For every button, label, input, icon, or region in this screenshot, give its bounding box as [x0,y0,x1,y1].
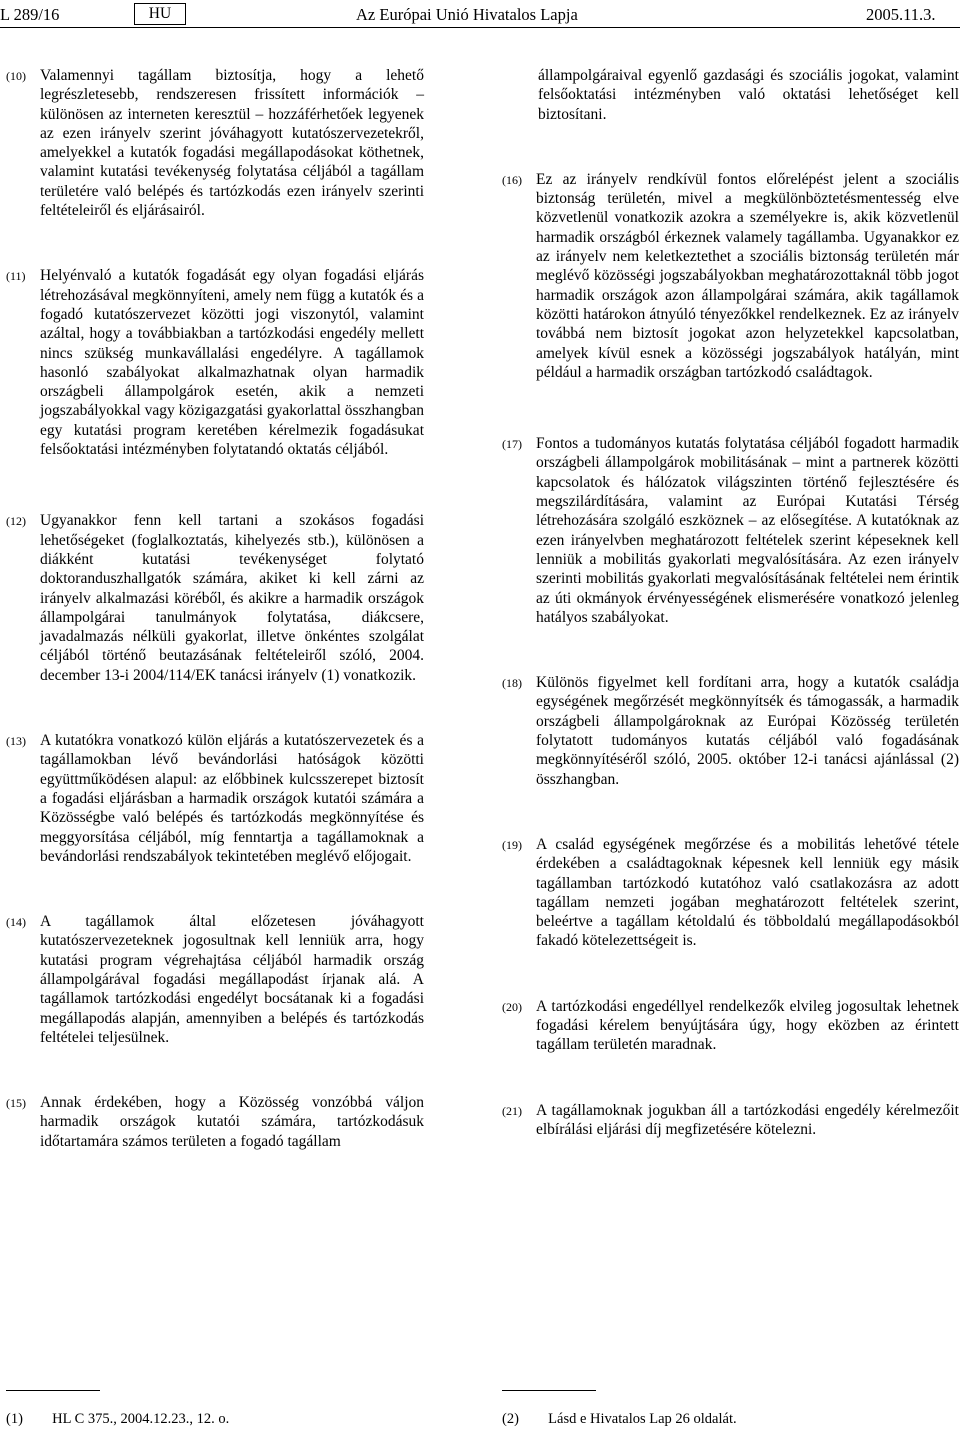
journal-title: Az Európai Unió Hivatalos Lapja [356,5,578,24]
recital-20: (20) A tartózkodási engedéllyel rendelkezők elvileg jogosultak lehetnek fogadási kérelem benyújtására úgy, hogy eközben az érintett tagállam területén maradnak. [502,997,959,1054]
header-rule [0,27,960,28]
footnote-rule-left [6,1390,100,1391]
page-header [0,0,960,22]
recital-21: (21) A tagállamoknak jogukban áll a tartózkodási engedély kérelmezőit elbírálási eljárási díj megfizetésére kötelezni. [502,1101,959,1138]
recital-13: (13) A kutatókra vonatkozó külön eljárás a kutatószervezetek és a tagállamokban lévő bevándorlási hatóságok közötti együttműködésen alapul: az előbbinek kulcsszerepet biztosít a fogadási eljárásban a harmadik országok kutatói számára a Közösségbe való belépés és tartózkodás megkönnyítése és meggyorsítása céljából, míg fenntartja a tagállamoknak a bevándorlási rendszabályok tekintetében meglévő előjogait. [6,732,424,865]
footnote-1-mark: (1) [6,1411,23,1427]
recital-12: (12) Ugyanakkor fenn kell tartani a szokásos fogadási lehetőségeket (foglalkoztatás, kihelyezés stb.), különösen a diákként kutatási tevékenységet folytató doktoranduszhallgatók számára, akiket ki kell zárni az irányelv alkalmazási köréből, és akikre a harmadik országok állampolgárai tanulmányok folytatása, diákcsere, javadalmazás nélküli gyakorlat, illetve önkéntes szolgálat céljából történő beutazásának feltételeiről szóló, 2004. december 13-i 2004/114/EK tanácsi irányelv (1) vonatkozik. [6,512,424,684]
footnote-2-mark: (2) [502,1411,519,1427]
recital-15: (15) Annak érdekében, hogy a Közösség vonzóbbá váljon harmadik országok kutatói számára, tartózkodásuk időtartamára számos területen a fogadó tagállam [6,1094,424,1150]
recital-10: (10) Valamennyi tagállam biztosítja, hogy a lehető legrészletesebb, rendszeresen frissített információk – különösen az interneten keresztül – hozzáférhetőek legyenek az ezen irányelv szerint jóváhagyott kutatószervezetekről, amelyekkel a kutatók fogadási megállapodásokat köthetnek, valamint kutatási tevékenység folytatása céljából a tagállam területére való belépés és tartózkodás ezen irányelv szerinti feltételeiről és eljárásairól. [6,67,424,220]
language-code: HU [134,3,186,25]
recital-16: (16) Ez az irányelv rendkívül fontos előrelépést jelent a szociális biztonság területén, mivel a megkülönböztetésmentesség elve közvetlenül vonatkozik azokra a személyekre is, akik közvetlenül harmadik országból érkeznek valamely tagállamba. Ugyanakkor ez az irányelv nem keletkeztethet a szociális biztonság területén már meglévő közösségi jogszabályokban meghatározottaknál több jogot harmadik országok azon állampolgárai számára, akik tagállamok közötti határokon átnyúló tényezőkkel rendelkeznek. Ez az irányelv továbbá nem biztosít jogokat azon helyzetekkel kapcsolatban, amelyek kívül esnek a közösségi jogszabályok hatályán, mint például a harmadik országban tartózkodó családtagok. [502,170,959,381]
recital-14: (14) A tagállamok által előzetesen jóváhagyott kutatószervezeteknek jogosultnak kell lenniük arra, hogy kutatási program végrehajtása céljából harmadik ország állampolgárával fogadási megállapodást írjanak alá. A tagállamok tartózkodási engedélyt bocsátanak ki a fogadási megállapodás alapján, amennyiben a belépés és tartózkodás feltételei teljesülnek. [6,913,424,1046]
page-number: L 289/16 [0,5,60,24]
recital-15-continued: állampolgáraival egyenlő gazdasági és szociális jogokat, valamint felsőoktatási intézményben való oktatási lehetőséget kell biztosítani. [538,67,959,123]
footnote-1-text: HL C 375., 2004.12.23., 12. o. [52,1411,230,1427]
footnote-2 [502,1410,737,1428]
right-column [502,66,959,1139]
recital-17: (17) Fontos a tudományos kutatás folytatása céljából fogadott harmadik országbeli állampolgárok mobilitásának – mint a partnerek közötti kapcsolatok és hálózatok világszinten történő fejlesztésére és megszilárdítására, valamint az Európai Kutatási Térség létrehozására szolgáló eszköznek – az elősegítése. A kutatóknak az ezen irányelvben meghatározott feltételek szerint képeseknek kell lenniük a mobilitás gyakorlati megvalósítására. Az ezen irányelv szerinti mobilitás gyakorlati megvalósításának feltételei nem érintik az úti okmányok érvényességének elismerésére vonatkozó jelenleg hatályos szabályokat. [502,435,959,626]
footnote-rule-right [502,1390,596,1391]
footnote-2-text: Lásd e Hivatalos Lap 26 oldalát. [548,1411,737,1427]
recital-19: (19) A család egységének megőrzése és a mobilitás lehetővé tétele érdekében a családtagoknak képesnek kell lenniük egy másik tagállamban tartózkodó kutatóhoz való csatlakozásra az adott tagállam nemzeti jogában meghatározott feltételek szerint, beleértve a tagállam kétoldalú és többoldalú megállapodásokból fakadó kötelezettségeit is. [502,835,959,950]
recital-11: (11) Helyénvaló a kutatók fogadását egy olyan fogadási eljárás létrehozásával megkönnyíteni, amely nem függ a kutatók és a fogadó kutatószervezet közötti jogi viszonytól, valamint azáltal, hogy a továbbiakban a tartózkodási engedély mellett nincs szükség munkavállalási engedélyre. A tagállamok hasonló szabályokat alkalmazhatnak olyan harmadik országbeli állampolgárok esetén, akik a nemzeti jogszabályokkal vagy közigazgatási gyakorlattal összhangban egy kutatási program keretében kérelmezik fogadásukat felsőoktatási intézményben folytatandó oktatás céljából. [6,267,424,459]
footnote-1 [6,1410,229,1428]
recital-18: (18) Különös figyelmet kell fordítani arra, hogy a kutatók családja egységének megőrzését megkönnyítsék és támogassák, a harmadik országbeli állampolgároknak az Európai Közösség területén folytatott tudományos kutatás céljából való fogadásának megkönnyítéséről szóló, 2005. október 12-i tanácsi ajánlással (2) összhangban. [502,674,959,788]
issue-date: 2005.11.3. [866,5,936,24]
left-column [6,66,424,1151]
